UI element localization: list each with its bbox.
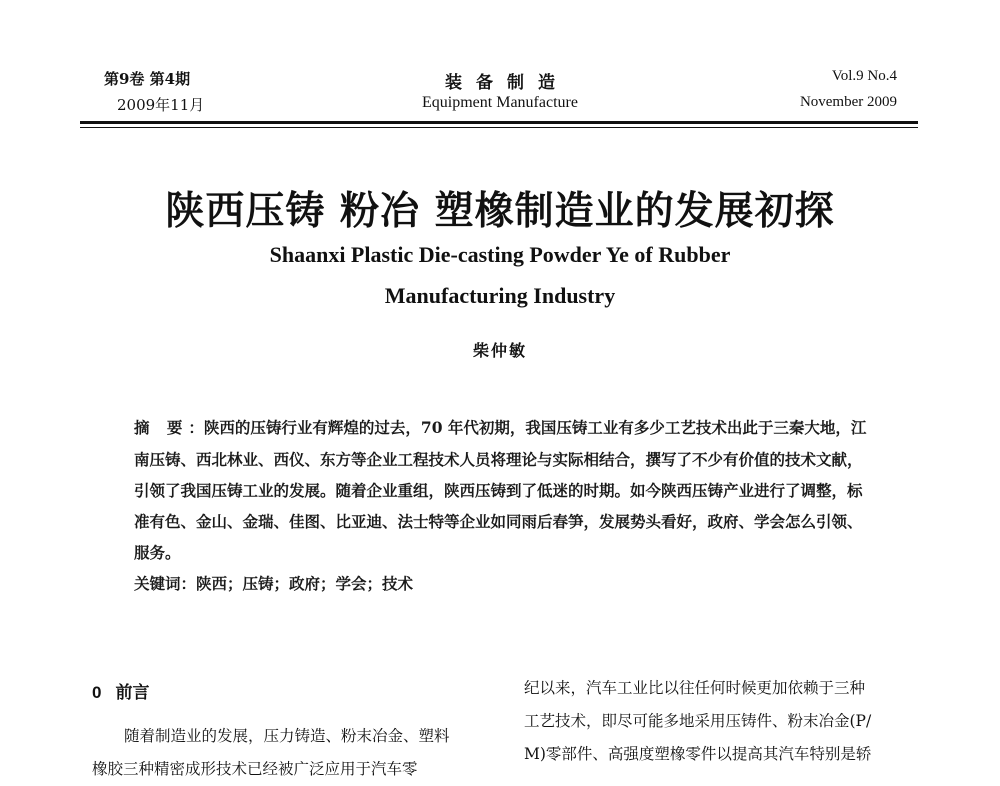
article-title-cn: 陕西压铸 粉冶 塑橡制造业的发展初探 bbox=[165, 189, 835, 234]
header-rule-thin bbox=[80, 127, 918, 128]
article-title-en-line-1: Shaanxi Plastic Die-casting Powder Ye of Rubber bbox=[269, 242, 731, 267]
abstract-text: ：陕西的压铸行业有辉煌的过去，70 年代初期，我国压铸工业有多少工艺技术出此于三秦大地，江南压铸、西北林业、西仪、东方等企业工程技术人员将理论与实际相结合，撰写了不少有价值的技术文献，引领了我国压铸工业的发展。随着企业重组，陕西压铸到了低迷的时期。如今陕西压铸产业进行了调整，标准有色、金山、金瑞、佳图、比亚迪、法士特等企业如同雨后春笋，发展势头看好，政府、学会怎么引领、服务。 bbox=[134, 418, 867, 562]
journal-name-en: Equipment Manufacture bbox=[422, 94, 578, 111]
abstract-label: 摘 要 bbox=[134, 419, 189, 437]
keywords bbox=[134, 568, 868, 600]
journal-name-cn: 装备制造 bbox=[445, 73, 569, 93]
section-heading bbox=[92, 678, 149, 703]
journal-date-en: November 2009 bbox=[799, 94, 897, 110]
body-right-column bbox=[524, 672, 916, 771]
journal-date-cn: 2009年11月 bbox=[117, 96, 205, 114]
journal-volume-issue-en: Vol.9 No.4 bbox=[831, 68, 897, 84]
author-name: 柴仲敏 bbox=[472, 341, 527, 360]
body-left-paragraph-cont: 橡胶三种精密成形技术已经被广泛应用于汽车零 bbox=[92, 760, 418, 778]
body-right-line: 纪以来，汽车工业比以往任何时候更加依赖于三种 bbox=[524, 679, 866, 697]
journal-volume-issue-cn: 第9卷 第4期 bbox=[104, 70, 191, 88]
abstract bbox=[134, 412, 868, 568]
body-right-line: M)零部件、高强度塑橡零件以提高其汽车特别是轿 bbox=[524, 745, 872, 763]
keywords-label: 关键词 bbox=[134, 575, 181, 593]
article-title-en-line-2: Manufacturing Industry bbox=[384, 283, 616, 308]
body-right-line: 工艺技术，即尽可能多地采用压铸件、粉末冶金(P/ bbox=[524, 712, 872, 730]
header-rule-thick bbox=[80, 121, 918, 124]
body-left-paragraph: 随着制造业的发展，压力铸造、粉末冶金、塑料 bbox=[124, 727, 450, 745]
section-number: 0 bbox=[92, 683, 102, 702]
keywords-text: ：陕西；压铸；政府；学会；技术 bbox=[180, 574, 414, 593]
section-title: 前言 bbox=[115, 683, 150, 703]
